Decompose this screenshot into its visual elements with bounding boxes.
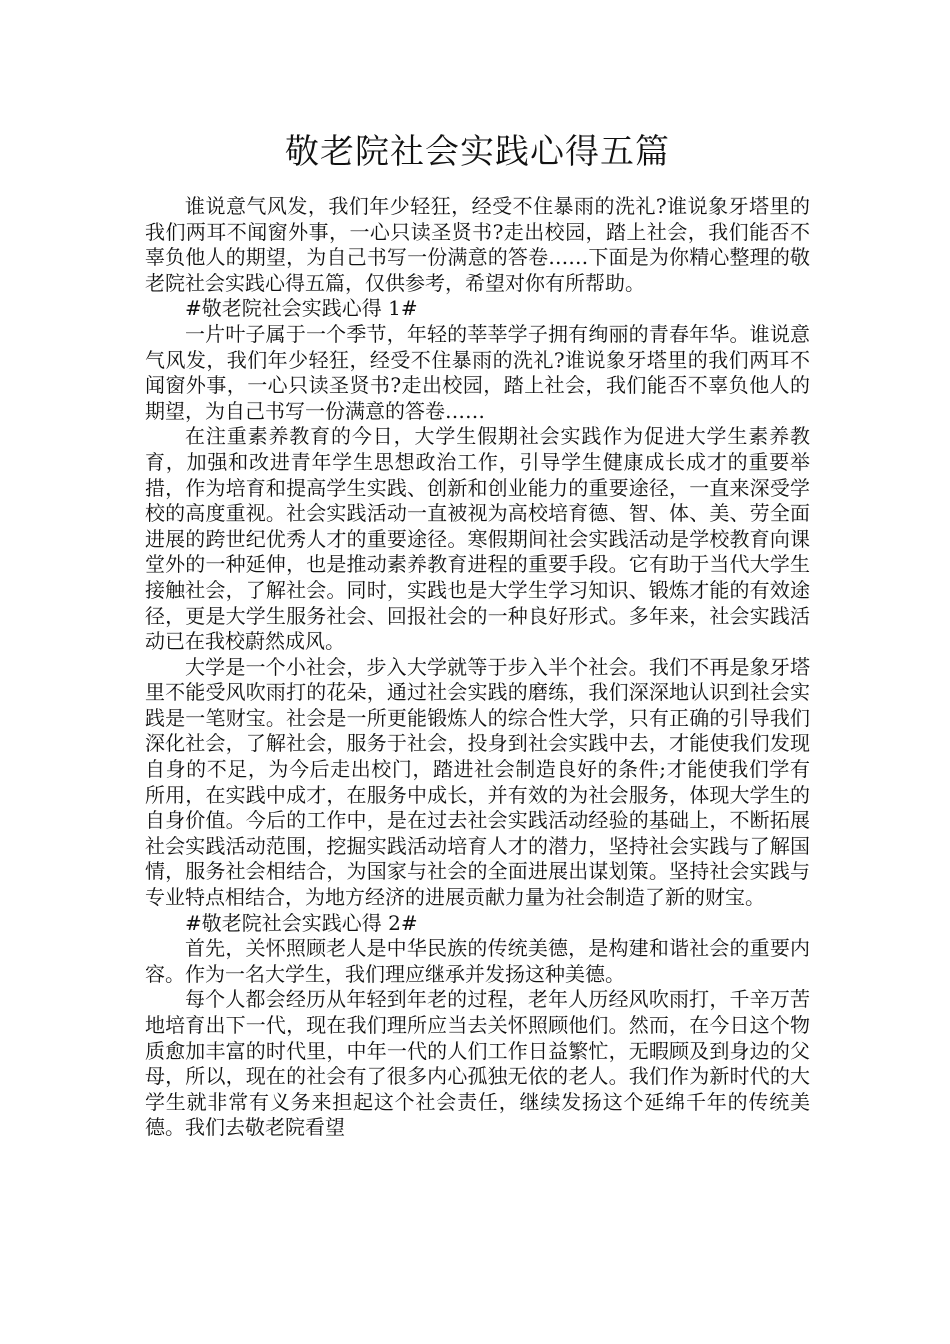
body-paragraph: 每个人都会经历从年轻到年老的过程，老年人历经风吹雨打，千辛万苦地培育出下一代，现在我们理所应当去关怀照顾他们。然而，在今日这个物质愈加丰富的时代里，中年一代的人们工作日益繁忙，无暇顾及到身边的父母，所以，现在的社会有了很多内心孤独无依的老人。我们作为新时代的大学生就非常有义务来担起这个社会责任，继续发扬这个延绵千年的传统美德。我们去敬老院看望	[145, 987, 810, 1140]
section-heading-1: #敬老院社会实践心得 1#	[185, 296, 418, 321]
document-page	[145, 124, 810, 1141]
body-paragraph: 首先，关怀照顾老人是中华民族的传统美德，是构建和谐社会的重要内容。作为一名大学生，我们理应继承并发扬这种美德。	[145, 936, 810, 986]
body-paragraph: 大学是一个小社会，步入大学就等于步入半个社会。我们不再是象牙塔里不能受风吹雨打的花朵，通过社会实践的磨练，我们深深地认识到社会实践是一笔财宝。社会是一所更能锻炼人的综合性大学，只有正确的引导我们深化社会，了解社会，服务于社会，投身到社会实践中去，才能使我们发现自身的不足，为今后走出校门，踏进社会制造良好的条件;才能使我们学有所用，在实践中成才，在服务中成长，并有效的为社会服务，体现大学生的自身价值。今后的工作中，是在过去社会实践活动经验的基础上，不断拓展社会实践活动范围，挖掘实践活动培育人才的潜力，坚持社会实践与了解国情，服务社会相结合，为国家与社会的全面进展出谋划策。坚持社会实践与专业特点相结合，为地方经济的进展贡献力量为社会制造了新的财宝。	[145, 654, 810, 910]
intro-paragraph: 谁说意气风发，我们年少轻狂，经受不住暴雨的洗礼?谁说象牙塔里的我们两耳不闻窗外事，一心只读圣贤书?走出校园，踏上社会，我们能否不辜负他人的期望，为自己书写一份满意的答卷……下面是为你精心整理的敬老院社会实践心得五篇，仅供参考，希望对你有所帮助。	[145, 194, 810, 295]
body-paragraph: 在注重素养教育的今日，大学生假期社会实践作为促进大学生素养教育，加强和改进青年学生思想政治工作，引导学生健康成长成才的重要举措，作为培育和提高学生实践、创新和创业能力的重要途径，一直来深受学校的高度重视。社会实践活动一直被视为高校培育德、智、体、美、劳全面进展的跨世纪优秀人才的重要途径。寒假期间社会实践活动是学校教育向课堂外的一种延伸，也是推动素养教育进程的重要手段。它有助于当代大学生接触社会，了解社会。同时，实践也是大学生学习知识、锻炼才能的有效途径，更是大学生服务社会、回报社会的一种良好形式。多年来，社会实践活动已在我校蔚然成风。	[145, 424, 810, 654]
document-title: 敬老院社会实践心得五篇	[285, 132, 670, 172]
document-body	[145, 194, 810, 1141]
section-heading-2: #敬老院社会实践心得 2#	[185, 910, 418, 935]
body-paragraph: 一片叶子属于一个季节，年轻的莘莘学子拥有绚丽的青春年华。谁说意气风发，我们年少轻狂，经受不住暴雨的洗礼?谁说象牙塔里的我们两耳不闻窗外事，一心只读圣贤书?走出校园，踏上社会，我们能否不辜负他人的期望，为自己书写一份满意的答卷……	[145, 321, 810, 423]
